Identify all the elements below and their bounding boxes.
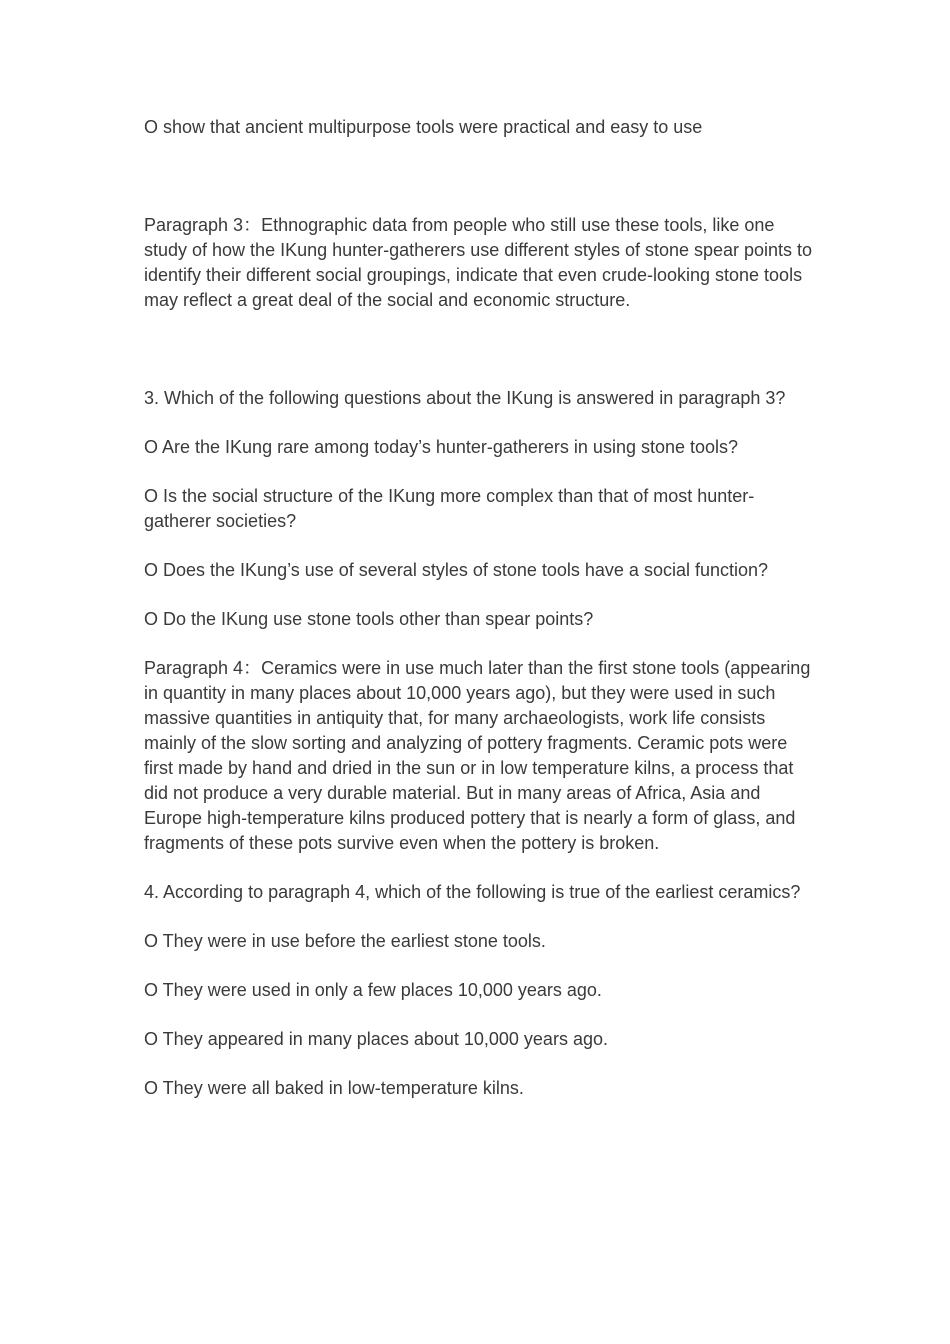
document-page — [144, 115, 814, 1101]
question-4-option-a[interactable]: O They were in use before the earliest stone tools. — [144, 931, 546, 951]
question-3-option-d[interactable]: O Do the IKung use stone tools other than spear points? — [144, 609, 594, 629]
answer-option[interactable]: O show that ancient multipurpose tools were practical and easy to use — [144, 117, 703, 137]
paragraph-3-text: Paragraph 3：Ethnographic data from people who still use these tools, like one study of how the IKung hunter-gatherers use different styles of stone spear points to identify their different social groupings, indicate that even crude-looking stone tools may reflect a great deal of the social and economic structure. — [144, 215, 813, 310]
question-4-option-d[interactable]: O They were all baked in low-temperature kilns. — [144, 1078, 524, 1098]
question-3-prompt: 3. Which of the following questions about the IKung is answered in paragraph 3? — [144, 388, 786, 408]
question-3-option-b[interactable]: O Is the social structure of the IKung more complex than that of most hunter-gatherer societies? — [144, 486, 755, 531]
question-3-option-a[interactable]: O Are the IKung rare among today’s hunter-gatherers in using stone tools? — [144, 437, 739, 457]
paragraph-4-text: Paragraph 4：Ceramics were in use much later than the first stone tools (appearing in quantity in many places about 10,000 years ago), but they were used in such massive quantities in antiquity that, for many archaeologists, work life consists mainly of the slow sorting and analyzing of pottery fragments. Ceramic pots were first made by hand and dried in the sun or in low temperature kilns, a process that did not produce a very durable material. But in many areas of Africa, Asia and Europe high-temperature kilns produced pottery that is nearly a form of glass, and fragments of these pots survive even when the pottery is broken. — [144, 658, 811, 853]
question-4-option-c[interactable]: O They appeared in many places about 10,000 years ago. — [144, 1029, 608, 1049]
question-4-option-b[interactable]: O They were used in only a few places 10,000 years ago. — [144, 980, 602, 1000]
question-3-option-c[interactable]: O Does the IKung’s use of several styles of stone tools have a social function? — [144, 560, 769, 580]
question-4-prompt: 4. According to paragraph 4, which of the following is true of the earliest ceramics? — [144, 882, 801, 902]
